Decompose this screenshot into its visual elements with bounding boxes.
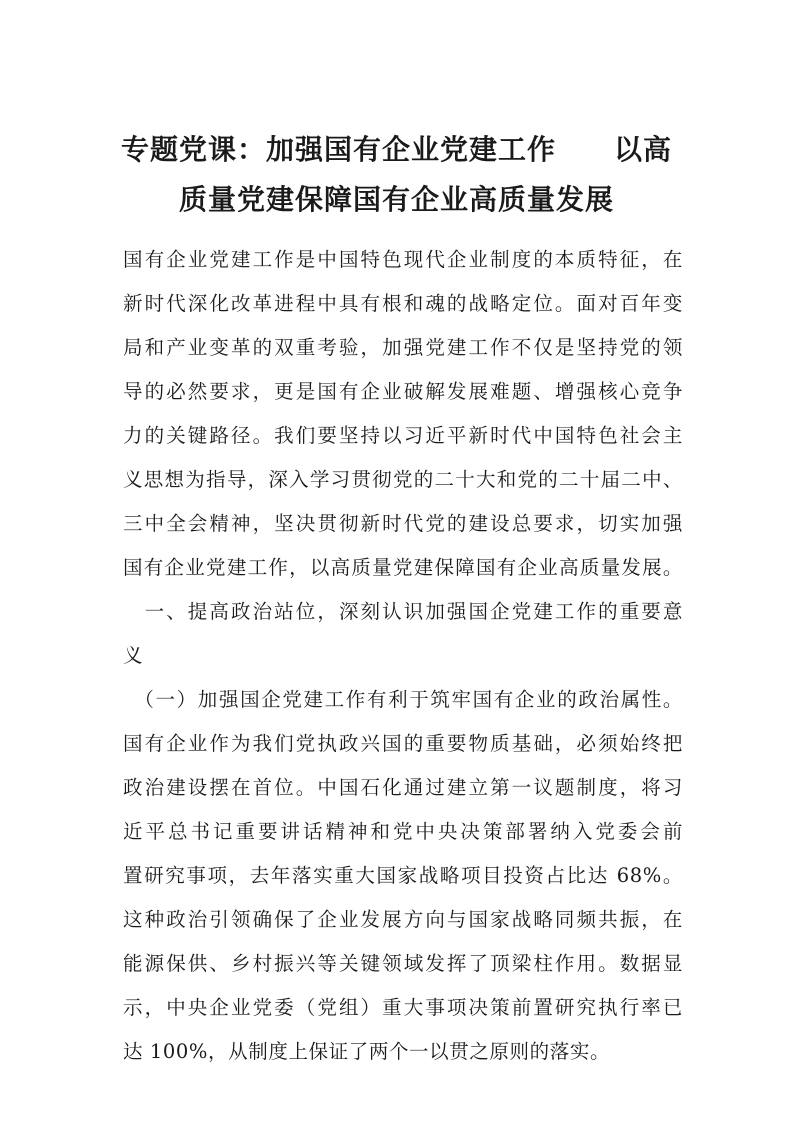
body-line-6: 义思想为指导，深入学习贯彻党的二十大和党的二十届二中、 <box>123 468 683 491</box>
section-heading-1-cont: 义 <box>123 644 144 667</box>
document-title-line-2: 质量党建保障国有企业高质量发展 <box>178 183 614 216</box>
document-title-line-1: 专题党课：加强国有企业党建工作 以高 <box>120 133 672 166</box>
body-line-4: 导的必然要求，更是国有企业破解发展难题、增强核心竞争 <box>123 380 683 403</box>
body-line-2: 新时代深化改革进程中具有根和魂的战略定位。面对百年变 <box>123 292 683 315</box>
body-line-8: 国有企业党建工作，以高质量党建保障国有企业高质量发展。 <box>123 556 683 579</box>
body-line-19: 达 100%，从制度上保证了两个一以贯之原则的落实。 <box>123 1040 611 1063</box>
body-line-1: 国有企业党建工作是中国特色现代企业制度的本质特征，在 <box>123 248 683 271</box>
body-line-3: 局和产业变革的双重考验，加强党建工作不仅是坚持党的领 <box>123 336 683 359</box>
body-line-12: 国有企业作为我们党执政兴国的重要物质基础，必须始终把 <box>123 732 683 755</box>
body-line-13: 政治建设摆在首位。中国石化通过建立第一议题制度，将习 <box>123 776 683 799</box>
body-line-7: 三中全会精神，坚决贯彻新时代党的建设总要求，切实加强 <box>123 512 683 535</box>
body-line-14: 近平总书记重要讲话精神和党中央决策部署纳入党委会前 <box>123 820 683 843</box>
body-line-5: 力的关键路径。我们要坚持以习近平新时代中国特色社会主 <box>123 424 683 447</box>
body-line-15: 置研究事项，去年落实重大国家战略项目投资占比达 68%。 <box>123 864 683 887</box>
body-line-16: 这种政治引领确保了企业发展方向与国家战略同频共振，在 <box>123 908 683 931</box>
subsection-heading-1: （一）加强国企党建工作有利于筑牢国有企业的政治属性。 <box>123 688 683 711</box>
section-heading-1: 一、提高政治站位，深刻认识加强国企党建工作的重要意 <box>123 600 683 623</box>
body-line-17: 能源保供、乡村振兴等关键领域发挥了顶梁柱作用。数据显 <box>123 952 683 975</box>
body-line-18: 示，中央企业党委（党组）重大事项决策前置研究执行率已 <box>123 996 683 1019</box>
